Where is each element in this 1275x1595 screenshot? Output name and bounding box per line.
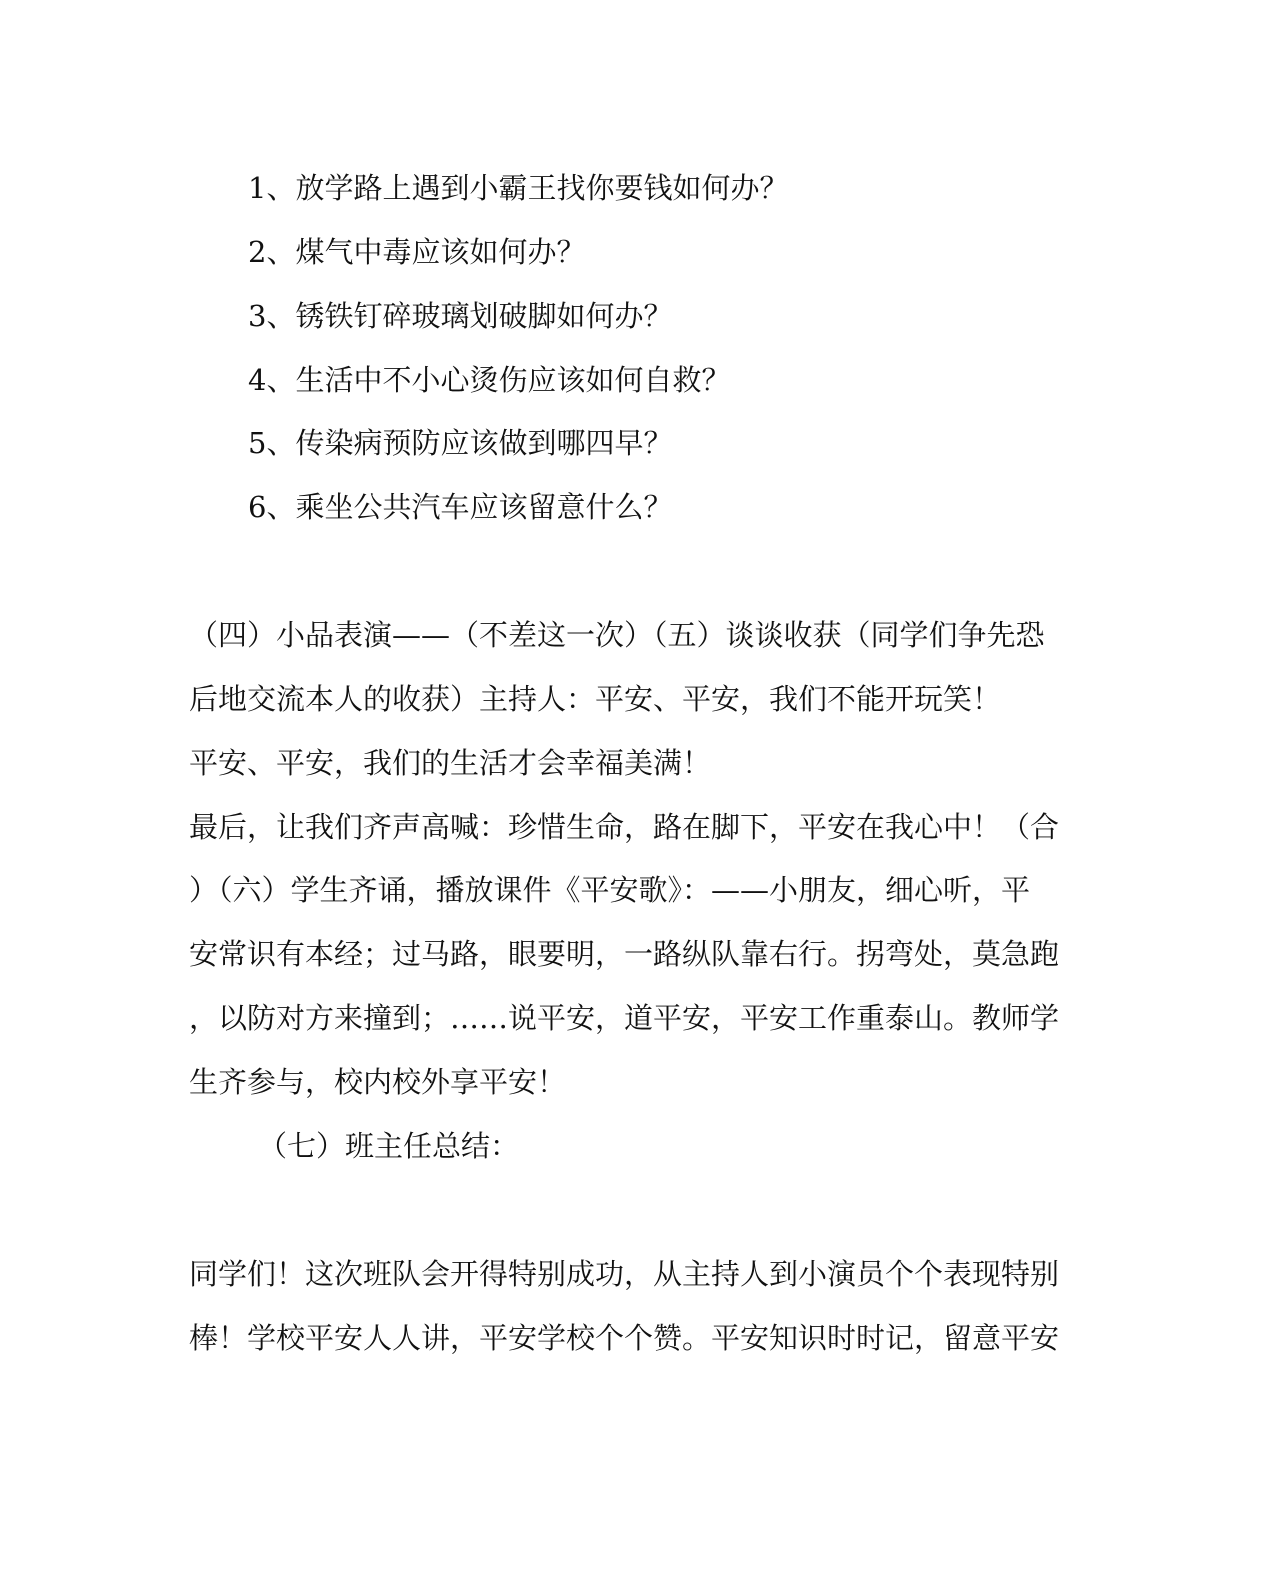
summary-line-1: 同学们！这次班队会开得特别成功，从主持人到小演员个个表现特别 — [189, 1257, 1060, 1291]
question-2: 2、煤气中毒应该如何办？ — [248, 235, 586, 269]
question-6: 6、乘坐公共汽车应该留意什么？ — [248, 490, 673, 524]
question-1: 1、放学路上遇到小霸王找你要钱如何办？ — [248, 171, 789, 205]
paragraph-line-7: ，以防对方来撞到；……说平安，道平安，平安工作重泰山。教师学 — [189, 1001, 1060, 1035]
paragraph-line-6: 安常识有本经；过马路，眼要明，一路纵队靠右行。拐弯处，莫急跑 — [189, 937, 1060, 971]
paragraph-line-5: ）（六）学生齐诵，播放课件《平安歌》：——小朋友，细心听，平 — [189, 873, 1031, 907]
question-5: 5、传染病预防应该做到哪四早？ — [248, 426, 673, 460]
paragraph-line-3: 平安、平安，我们的生活才会幸福美满！ — [189, 746, 712, 780]
paragraph-line-1: （四）小品表演——（不差这一次）（五）谈谈收获（同学们争先恐 — [189, 618, 1045, 652]
paragraph-line-4: 最后，让我们齐声高喊：珍惜生命，路在脚下，平安在我心中！（合 — [189, 810, 1060, 844]
paragraph-line-2: 后地交流本人的收获）主持人：平安、平安，我们不能开玩笑！ — [189, 682, 1002, 716]
question-4: 4、生活中不小心烫伤应该如何自救？ — [248, 363, 731, 397]
question-3: 3、锈铁钉碎玻璃划破脚如何办？ — [248, 299, 673, 333]
paragraph-line-8: 生齐参与，校内校外享平安！ — [189, 1065, 567, 1099]
section-heading: （七）班主任总结： — [258, 1129, 520, 1163]
summary-line-2: 棒！学校平安人人讲，平安学校个个赞。平安知识时时记，留意平安 — [189, 1321, 1060, 1355]
